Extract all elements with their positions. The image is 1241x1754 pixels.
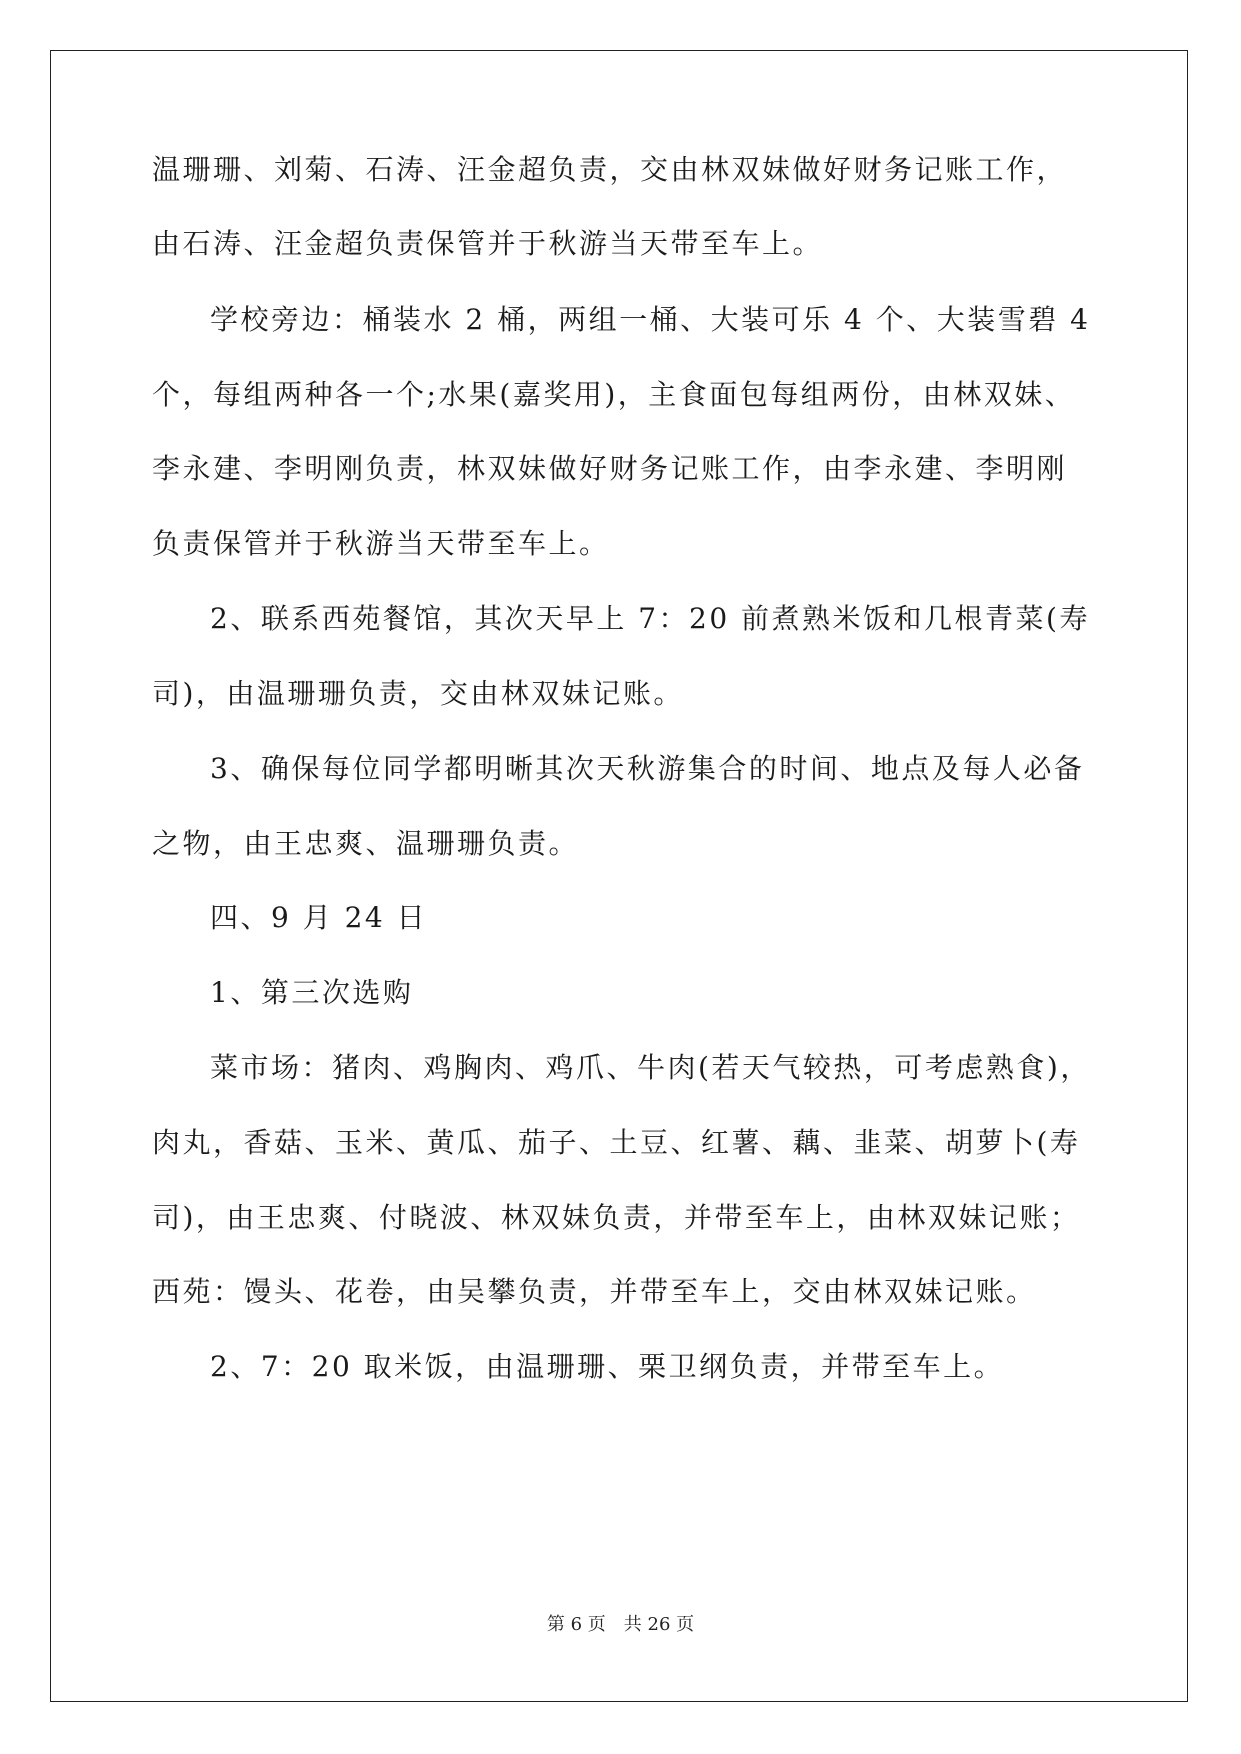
page-number-footer: 第 6 页 共 26 页 bbox=[546, 1614, 695, 1635]
text-line: 菜市场：猪肉、鸡胸肉、鸡爪、牛肉(若天气较热，可考虑熟食)， bbox=[210, 1051, 1091, 1084]
text-line: 2、7：20 取米饭，由温珊珊、栗卫纲负责，并带至车上。 bbox=[210, 1350, 1005, 1383]
text-line: 肉丸，香菇、玉米、黄瓜、茄子、土豆、红薯、藕、韭菜、胡萝卜(寿 bbox=[152, 1126, 1081, 1159]
text-line: 司)，由王忠爽、付晓波、林双妹负责，并带至车上，由林双妹记账； bbox=[152, 1201, 1081, 1234]
section-heading: 四、9 月 24 日 bbox=[210, 901, 428, 934]
text-line: 李永建、李明刚负责，林双妹做好财务记账工作，由李永建、李明刚 bbox=[152, 452, 1068, 485]
text-line: 温珊珊、刘菊、石涛、汪金超负责，交由林双妹做好财务记账工作， bbox=[152, 153, 1068, 186]
text-line: 1、第三次选购 bbox=[210, 976, 414, 1009]
text-line: 之物，由王忠爽、温珊珊负责。 bbox=[152, 827, 580, 860]
text-line: 学校旁边：桶装水 2 桶，两组一桶、大装可乐 4 个、大装雪碧 4 bbox=[210, 303, 1091, 336]
text-line: 个，每组两种各一个;水果(嘉奖用)，主食面包每组两份，由林双妹、 bbox=[152, 378, 1076, 411]
text-line: 3、确保每位同学都明晰其次天秋游集合的时间、地点及每人必备 bbox=[210, 752, 1085, 785]
text-line: 西苑：馒头、花卷，由吴攀负责，并带至车上，交由林双妹记账。 bbox=[152, 1275, 1037, 1308]
text-line: 2、联系西苑餐馆，其次天早上 7：20 前煮熟米饭和几根青菜(寿 bbox=[210, 602, 1090, 635]
page-border bbox=[50, 50, 1188, 1702]
text-line: 司)，由温珊珊负责，交由林双妹记账。 bbox=[152, 677, 684, 710]
text-line: 由石涛、汪金超负责保管并于秋游当天带至车上。 bbox=[152, 227, 824, 260]
text-line: 负责保管并于秋游当天带至车上。 bbox=[152, 527, 610, 560]
